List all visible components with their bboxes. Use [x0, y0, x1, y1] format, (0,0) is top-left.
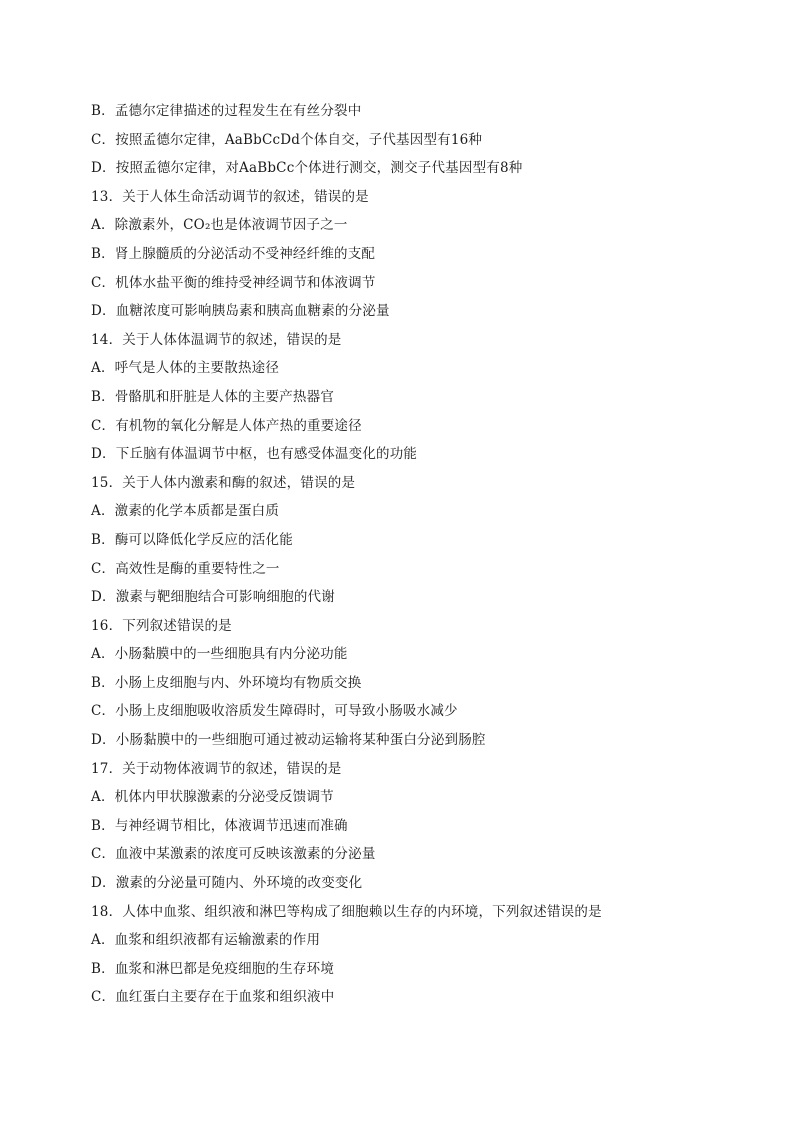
option-line: D．激素的分泌量可随内、外环境的改变变化 — [91, 875, 363, 892]
option-line: C．按照孟德尔定律，AaBbCcDd个体自交，子代基因型有16种 — [91, 131, 483, 148]
option-line: C．小肠上皮细胞吸收溶质发生障碍时，可导致小肠吸水减少 — [91, 703, 458, 720]
question-stem: 18．人体中血浆、组织液和淋巴等构成了细胞赖以生存的内环境，下列叙述错误的是 — [91, 903, 602, 920]
option-line: A．激素的化学本质都是蛋白质 — [91, 503, 280, 520]
question-stem: 17．关于动物体液调节的叙述，错误的是 — [91, 760, 342, 777]
option-line: C．高效性是酶的重要特性之一 — [91, 560, 280, 577]
question-stem: 14．关于人体体温调节的叙述，错误的是 — [91, 331, 342, 348]
option-line: D．按照孟德尔定律，对AaBbCc个体进行测交，测交子代基因型有8种 — [91, 160, 523, 177]
option-line: C．血液中某激素的浓度可反映该激素的分泌量 — [91, 846, 376, 863]
option-line: A．呼气是人体的主要散热途径 — [91, 360, 280, 377]
option-line: B．肾上腺髓质的分泌活动不受神经纤维的支配 — [91, 245, 376, 262]
option-line: C．有机物的氧化分解是人体产热的重要途径 — [91, 417, 362, 434]
option-line: B．血浆和淋巴都是免疫细胞的生存环境 — [91, 960, 335, 977]
question-text-block — [91, 97, 731, 1012]
option-line: A．除激素外，CO₂也是体液调节因子之一 — [91, 217, 348, 234]
option-line: A．小肠黏膜中的一些细胞具有内分泌功能 — [91, 646, 348, 663]
option-line: D．下丘脑有体温调节中枢，也有感受体温变化的功能 — [91, 446, 418, 463]
option-line: C．血红蛋白主要存在于血浆和组织液中 — [91, 989, 335, 1006]
option-line: B．小肠上皮细胞与内、外环境均有物质交换 — [91, 674, 362, 691]
option-line: C．机体水盐平衡的维持受神经调节和体液调节 — [91, 274, 376, 291]
question-stem: 16．下列叙述错误的是 — [91, 617, 232, 634]
option-line: B．骨骼肌和肝脏是人体的主要产热器官 — [91, 388, 335, 405]
option-line: B．孟德尔定律描述的过程发生在有丝分裂中 — [91, 103, 362, 119]
option-line: B．与神经调节相比，体液调节迅速而准确 — [91, 817, 348, 834]
option-line: A．机体内甲状腺激素的分泌受反馈调节 — [91, 789, 334, 806]
option-line: B．酶可以降低化学反应的活化能 — [91, 531, 293, 548]
option-line: D．血糖浓度可影响胰岛素和胰高血糖素的分泌量 — [91, 303, 390, 320]
question-stem: 13．关于人体生命活动调节的叙述，错误的是 — [91, 188, 369, 205]
option-line: A．血浆和组织液都有运输激素的作用 — [91, 932, 321, 949]
option-line: D．小肠黏膜中的一些细胞可通过被动运输将某种蛋白分泌到肠腔 — [91, 732, 486, 749]
option-line: D．激素与靶细胞结合可影响细胞的代谢 — [91, 589, 335, 606]
question-stem: 15．关于人体内激素和酶的叙述，错误的是 — [91, 474, 356, 491]
